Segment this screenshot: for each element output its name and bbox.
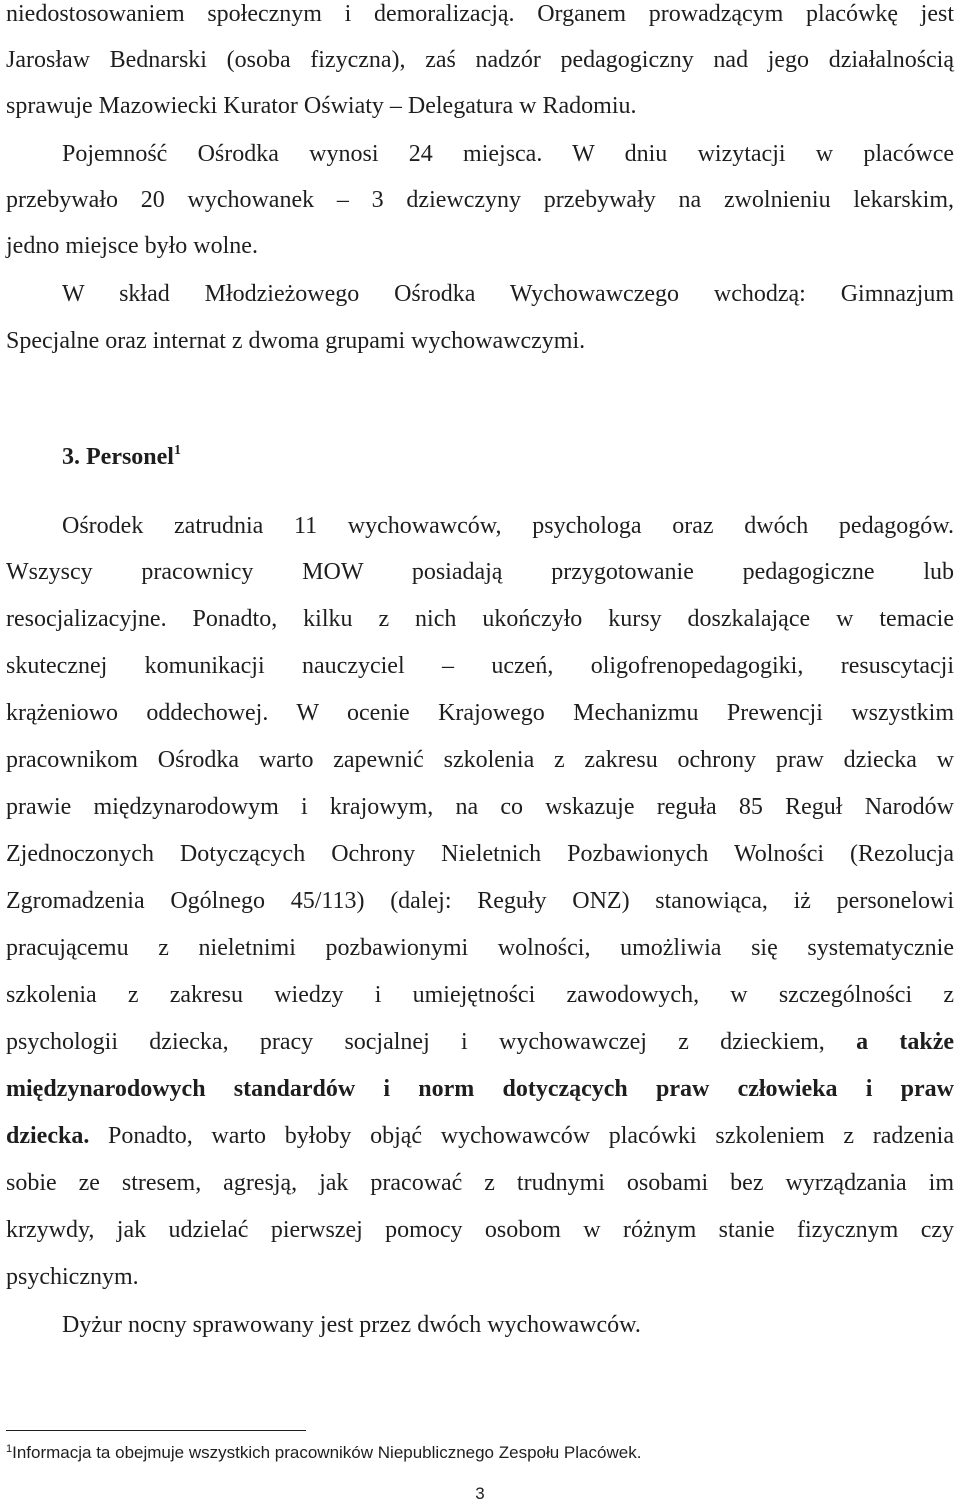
staff-line-9: Zgromadzenia Ogólnego 45/113) (dalej: Reguły ONZ) stanowiąca, iż personelowi [6, 888, 954, 914]
staff-line-14-bold: dziecka. [6, 1123, 90, 1149]
staff-line-8: Zjednoczonych Dotyczących Ochrony Nieletnich Pozbawionych Wolności (Rezolucja [6, 841, 954, 867]
capacity-line-2: przebywało 20 wychowanek – 3 dziewczyny przebywały na zwolnieniu lekarskim, [6, 187, 954, 213]
intro-line-3: sprawuje Mazowiecki Kurator Oświaty – Delegatura w Radomiu. [6, 93, 637, 119]
structure-line-2: Specjalne oraz internat z dwoma grupami wychowawczymi. [6, 328, 586, 354]
staff-line-15: sobie ze stresem, agresją, jak pracować z trudnymi osobami bez wyrządzania im [6, 1170, 954, 1196]
intro-line-1: niedostosowaniem społecznym i demoralizacją. Organem prowadzącym placówkę jest [6, 1, 954, 27]
section-title: Personel [86, 444, 174, 470]
staff-line-7: prawie międzynarodowym i krajowym, na co wskazuje reguła 85 Reguł Narodów [6, 794, 954, 820]
footnote-separator [6, 1430, 306, 1431]
staff-line-4: skutecznej komunikacji nauczyciel – uczeń, oligofrenopedagogiki, resuscytacji [6, 653, 954, 679]
staff-line-16: krzywdy, jak udzielać pierwszej pomocy osobom w różnym stanie fizycznym czy [6, 1217, 954, 1243]
staff-line-14-text: Ponadto, warto byłoby objąć wychowawców placówki szkoleniem z radzenia [89, 1123, 954, 1149]
night-duty-line: Dyżur nocny sprawowany jest przez dwóch wychowawców. [62, 1312, 641, 1338]
intro-line-2: Jarosław Bednarski (osoba fizyczna), zaś nadzór pedagogiczny nad jego działalnością [6, 47, 954, 73]
staff-line-1: Ośrodek zatrudnia 11 wychowawców, psychologa oraz dwóch pedagogów. [62, 513, 954, 539]
staff-line-10: pracującemu z nieletnimi pozbawionymi wolności, umożliwia się systematycznie [6, 935, 954, 961]
staff-line-6: pracownikom Ośrodka warto zapewnić szkolenia z zakresu ochrony praw dziecka w [6, 747, 954, 773]
staff-line-3: resocjalizacyjne. Ponadto, kilku z nich ukończyło kursy doszkalające w temacie [6, 606, 954, 632]
staff-line-14 [6, 1121, 954, 1151]
section-footnote-ref: 1 [173, 443, 181, 458]
staff-line-13-bold: międzynarodowych standardów i norm dotyczących praw człowieka i praw [6, 1076, 954, 1102]
staff-line-5: krążeniowo oddechowej. W ocenie Krajowego Mechanizmu Prewencji wszystkim [6, 700, 954, 726]
section-number: 3. [62, 444, 80, 470]
staff-line-12-text: psychologii dziecka, pracy socjalnej i wychowawczej z dzieckiem, [6, 1029, 825, 1055]
footnote-text: Informacja ta obejmuje wszystkich pracowników Niepublicznego Zespołu Placówek. [12, 1443, 642, 1462]
footnote-marker: 1 [6, 1443, 13, 1455]
staff-line-2: Wszyscy pracownicy MOW posiadają przygotowanie pedagogiczne lub [6, 559, 954, 585]
staff-line-11: szkolenia z zakresu wiedzy i umiejętności zawodowych, w szczególności z [6, 982, 954, 1008]
page-number: 3 [475, 1484, 485, 1503]
staff-line-12 [6, 1027, 954, 1057]
staff-line-17: psychicznym. [6, 1264, 139, 1290]
section-heading [62, 442, 181, 472]
staff-line-12-bold: a także [856, 1029, 954, 1055]
structure-line-1: W skład Młodzieżowego Ośrodka Wychowawczego wchodzą: Gimnazjum [62, 281, 954, 307]
capacity-line-3: jedno miejsce było wolne. [6, 233, 258, 259]
capacity-line-1: Pojemność Ośrodka wynosi 24 miejsca. W dniu wizytacji w placówce [62, 141, 954, 167]
footnote [6, 1441, 641, 1465]
